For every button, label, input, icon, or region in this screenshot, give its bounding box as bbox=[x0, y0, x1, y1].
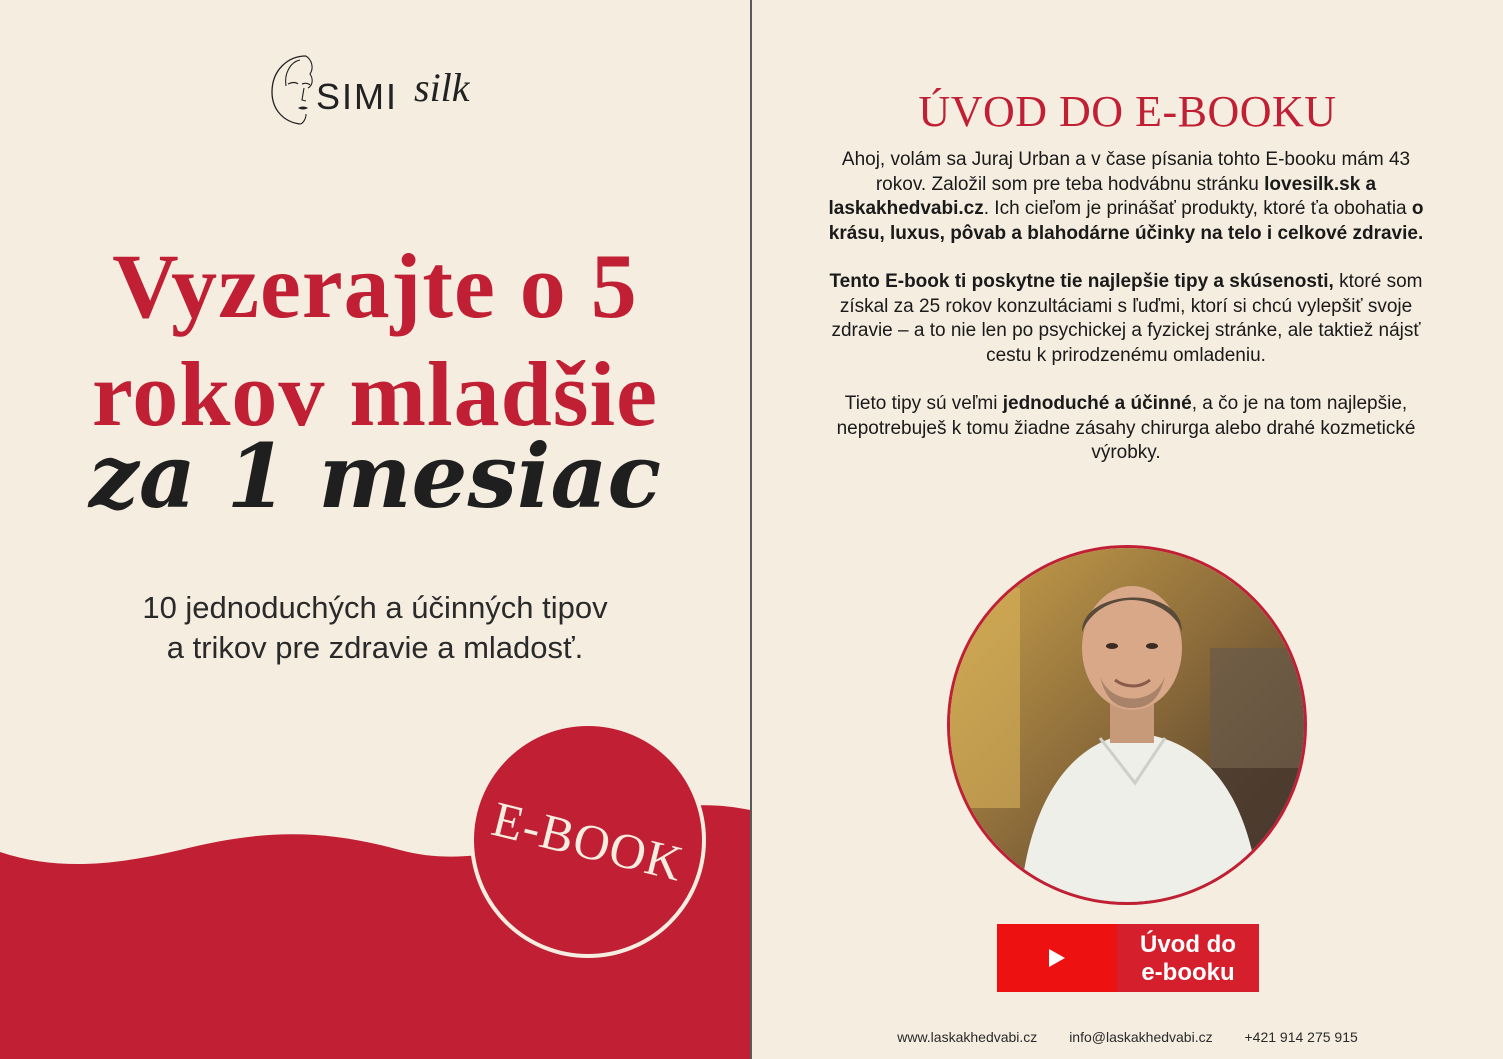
cover-title-line-3: za 1 mesiac bbox=[88, 424, 662, 528]
intro-video-button[interactable] bbox=[997, 924, 1259, 992]
ebook-badge bbox=[470, 722, 706, 958]
play-icon[interactable] bbox=[997, 924, 1117, 992]
intro-p3-highlight: jednoduché a účinné bbox=[1002, 393, 1192, 414]
brand-logo bbox=[266, 50, 496, 130]
intro-video-label[interactable] bbox=[1117, 924, 1259, 992]
intro-p1-text-c: . Ich cieľom je prinášať produkty, ktoré ťa obohatia bbox=[983, 198, 1412, 219]
author-portrait-illustration bbox=[950, 548, 1304, 902]
cover-title-line-1: Vyzerajte o 5 bbox=[112, 235, 638, 337]
cover-subtitle bbox=[0, 588, 750, 668]
footer-contacts bbox=[752, 1029, 1503, 1045]
footer-phone[interactable]: +421 914 275 915 bbox=[1244, 1029, 1358, 1045]
footer-email-link[interactable]: info@laskakhedvabi.cz bbox=[1069, 1029, 1213, 1045]
logo-brand-text: SIMI bbox=[316, 76, 399, 117]
intro-paragraph-2 bbox=[822, 270, 1430, 368]
intro-p1-text-a: Ahoj, volám sa Juraj Urban a v čase písania tohto E-booku mám 43 rokov. Založil som pre teba hodvábnu stránku bbox=[841, 149, 1411, 195]
cover-subtitle-line-2: a trikov pre zdravie a mladosť. bbox=[166, 630, 584, 665]
footer-website-link[interactable]: www.laskakhedvabi.cz bbox=[897, 1029, 1038, 1045]
intro-p2-text: ktoré som získal za 25 rokov konzultáciami s ľuďmi, ktorí si chcú vylepšiť svoje zdravie – a to nie len po psychickej a fyzickej stránke, ale taktiež nájsť cestu k prirodzenému omladeniu. bbox=[831, 271, 1423, 366]
logo-script-text: silk bbox=[414, 65, 470, 110]
intro-video-label-line-1: Úvod do bbox=[1140, 931, 1236, 958]
intro-heading: ÚVOD DO E-BOOKU bbox=[918, 87, 1337, 136]
intro-paragraph-1 bbox=[822, 148, 1430, 246]
intro-body bbox=[822, 148, 1430, 490]
intro-p1-benefits: o krásu, luxus, pôvab a blahodárne účinky na telo i celkové zdravie. bbox=[828, 198, 1424, 244]
intro-video-label-line-2: e-booku bbox=[1141, 959, 1235, 986]
cover-subtitle-line-1: 10 jednoduchých a účinných tipov bbox=[142, 590, 608, 625]
intro-paragraph-3 bbox=[822, 392, 1430, 466]
author-photo bbox=[947, 545, 1307, 905]
intro-p1-websites: lovesilk.sk a laskakhedvabi.cz bbox=[828, 173, 1377, 219]
intro-p2-highlight: Tento E-book ti poskytne tie najlepšie tipy a skúsenosti, bbox=[829, 271, 1334, 292]
ebook-badge-text: E-BOOK bbox=[486, 790, 690, 892]
intro-page bbox=[752, 0, 1503, 1059]
cover-title-line-2: rokov mladšie bbox=[92, 343, 658, 445]
intro-p3-text-a: Tieto tipy sú veľmi bbox=[844, 393, 1003, 414]
intro-p3-text-c: , a čo je na tom najlepšie, nepotrebuješ k tomu žiadne zásahy chirurga alebo drahé kozmetické výrobky. bbox=[836, 393, 1416, 463]
cover-page bbox=[0, 0, 750, 1059]
